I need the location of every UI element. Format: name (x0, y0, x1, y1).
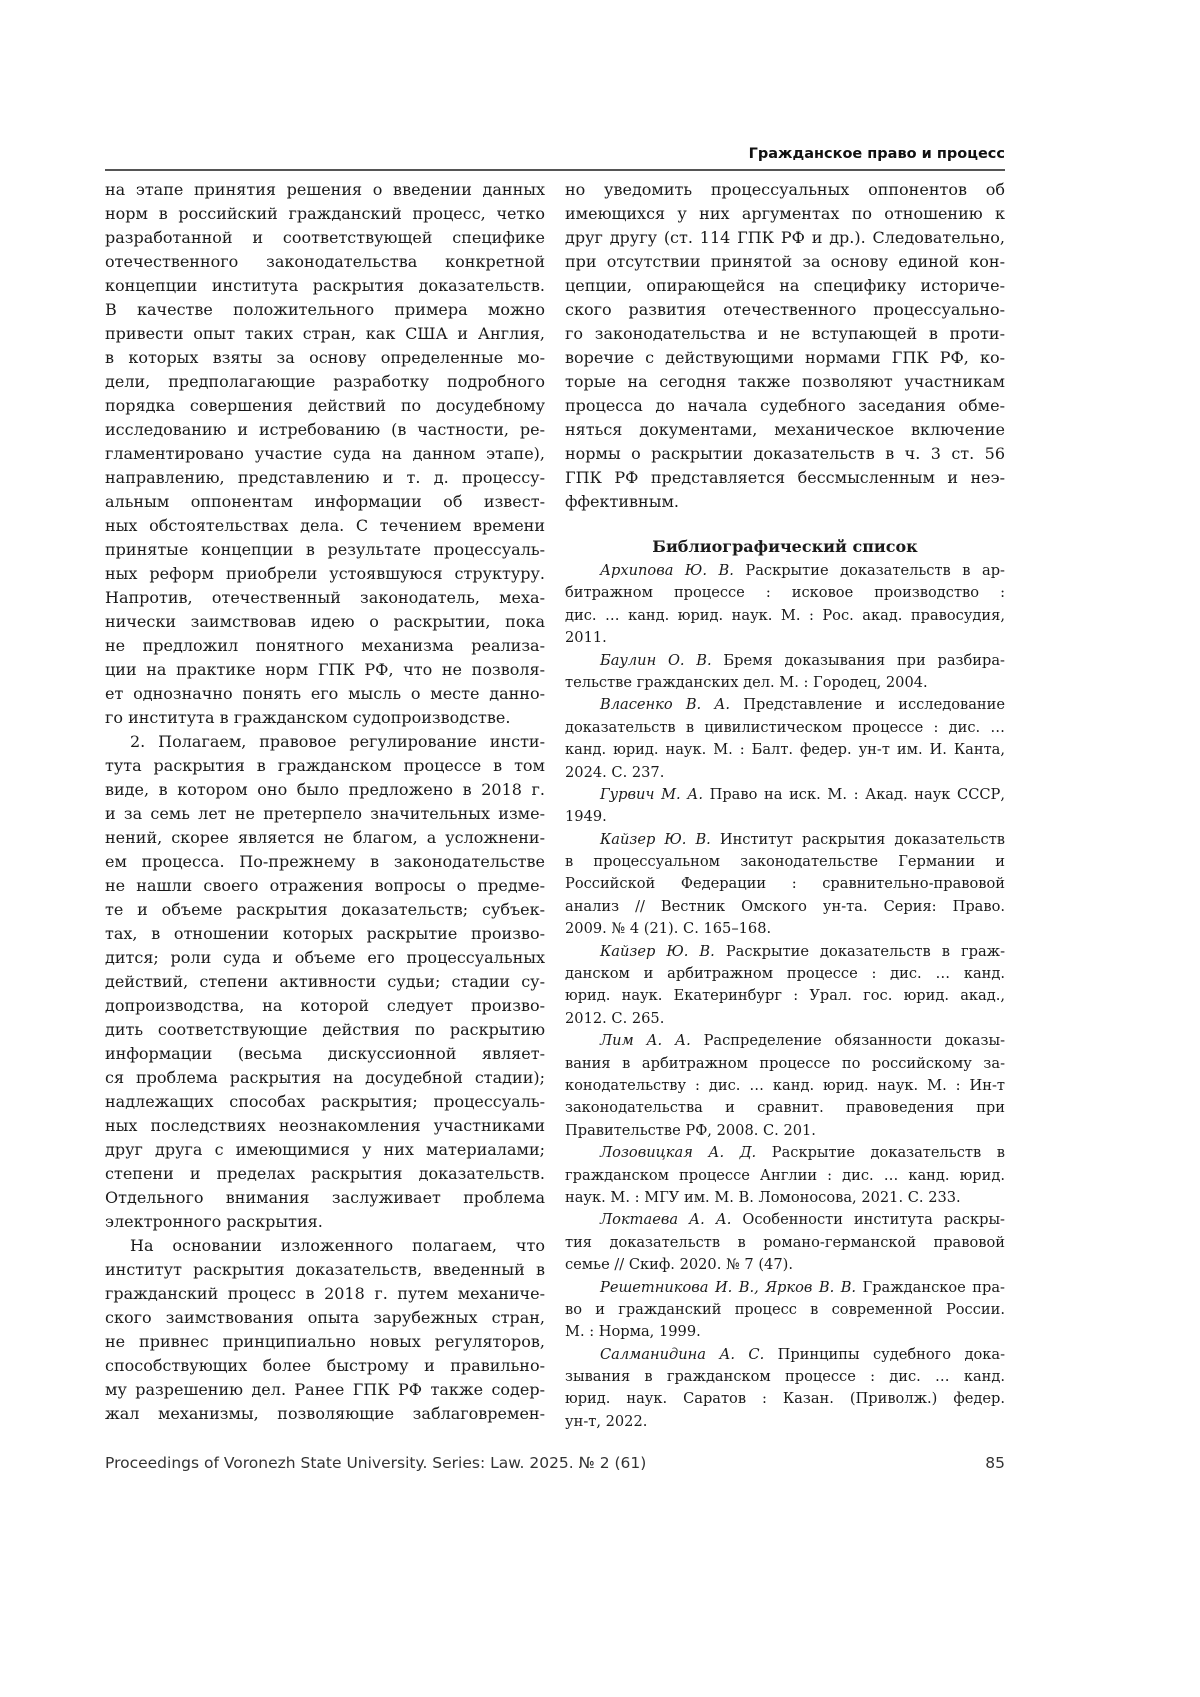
paragraph (105, 730, 545, 1234)
bibliography-line: доказательств в цивилистическом процессе : дис. … (565, 717, 1005, 739)
text-line: отечественного законодательства конкретной (105, 250, 545, 274)
text-line: дится; роли суда и объеме его процессуальных (105, 946, 545, 970)
bibliography-line: законодательства и сравнит. правоведения при (565, 1097, 1005, 1119)
bibliography-entry (565, 694, 1005, 784)
text-line: не привнес принципиально новых регуляторов, (105, 1330, 545, 1354)
entry-author: Салманидина А. С. (600, 1346, 764, 1363)
bibliography-line: 1949. (565, 806, 1005, 828)
bibliography-entry (565, 560, 1005, 650)
bibliography-line (565, 560, 1005, 582)
text-line: порядка совершения действий по досудебному (105, 394, 545, 418)
bibliography-entry (565, 1277, 1005, 1344)
bibliography-line: конодательству : дис. … канд. юрид. наук. М. : Ин-т (565, 1075, 1005, 1097)
text-line: ет однозначно понять его мысль о месте данно- (105, 682, 545, 706)
text-line: на этапе принятия решения о введении данных (105, 178, 545, 202)
text-line: 2. Полагаем, правовое регулирование инсти- (105, 730, 545, 754)
text-line: те и объеме раскрытия доказательств; субъек- (105, 898, 545, 922)
text-line: тута раскрытия в гражданском процессе в том (105, 754, 545, 778)
text-line: принятые концепции в результате процессуаль- (105, 538, 545, 562)
text-line: му разрешению дел. Ранее ГПК РФ также содер- (105, 1378, 545, 1402)
text-line: но уведомить процессуальных оппонентов об (565, 178, 1005, 202)
bibliography-line: 2012. С. 265. (565, 1008, 1005, 1030)
entry-text: Особенности института раскры- (731, 1211, 1005, 1228)
bibliography-line: юрид. наук. Екатеринбург : Урал. гос. юрид. акад., (565, 985, 1005, 1007)
entry-text: Институт раскрытия доказательств (711, 831, 1005, 848)
paragraph (105, 1234, 545, 1426)
text-line: и за семь лет не претерпело значительных изме- (105, 802, 545, 826)
bibliography-line (565, 694, 1005, 716)
bibliography-entry (565, 784, 1005, 829)
text-line: воречие с действующими нормами ГПК РФ, ко- (565, 346, 1005, 370)
right-column (565, 178, 1005, 1433)
bibliography-line: данском и арбитражном процессе : дис. … канд. (565, 963, 1005, 985)
entry-author: Кайзер Ю. В. (600, 943, 715, 960)
bibliography-line: тельстве гражданских дел. М. : Городец, 2004. (565, 672, 1005, 694)
bibliography-line: вания в арбитражном процессе по российскому за- (565, 1053, 1005, 1075)
text-line: исследованию и истребованию (в частности, ре- (105, 418, 545, 442)
text-line: норм в российский гражданский процесс, четко (105, 202, 545, 226)
text-line: нически заимствовав идею о раскрытии, пока (105, 610, 545, 634)
text-line: ся проблема раскрытия на досудебной стадии); (105, 1066, 545, 1090)
text-line: концепции института раскрытия доказательств. (105, 274, 545, 298)
running-head-section-title: Гражданское право и процесс (749, 146, 1005, 162)
text-line: тах, в отношении которых раскрытие произво- (105, 922, 545, 946)
text-line: надлежащих способах раскрытия; процессуаль- (105, 1090, 545, 1114)
bibliography-line: зывания в гражданском процессе : дис. … канд. (565, 1366, 1005, 1388)
footer-page-number: 85 (985, 1454, 1005, 1472)
left-column (105, 178, 545, 1426)
text-line: дить соответствующие действия по раскрытию (105, 1018, 545, 1042)
entry-author: Лозовицкая А. Д. (600, 1144, 756, 1161)
text-line: процесса до начала судебного заседания обме- (565, 394, 1005, 418)
text-line: торые на сегодня также позволяют участникам (565, 370, 1005, 394)
text-line: степени и пределах раскрытия доказательств. (105, 1162, 545, 1186)
text-line: ных реформ приобрели устоявшуюся структуру. (105, 562, 545, 586)
text-line: В качестве положительного примера можно (105, 298, 545, 322)
entry-author: Лим А. А. (600, 1032, 691, 1049)
text-line: друг другу (ст. 114 ГПК РФ и др.). Следовательно, (565, 226, 1005, 250)
text-line: ции на практике норм ГПК РФ, что не позволя- (105, 658, 545, 682)
entry-text: Распределение обязанности доказы- (691, 1032, 1005, 1049)
bibliography-entry (565, 1209, 1005, 1276)
bibliography-line (565, 1142, 1005, 1164)
entry-author: Решетникова И. В., Ярков В. В. (600, 1279, 856, 1296)
text-line: действий, степени активности судьи; стадии су- (105, 970, 545, 994)
text-line: жал механизмы, позволяющие заблаговремен- (105, 1402, 545, 1426)
entry-text: Раскрытие доказательств в ар- (734, 562, 1005, 579)
text-line: ффективным. (565, 490, 1005, 514)
entry-text: Гражданское пра- (856, 1279, 1005, 1296)
text-line: в которых взяты за основу определенные мо- (105, 346, 545, 370)
text-line: виде, в котором оно было предложено в 2018 г. (105, 778, 545, 802)
entry-text: Раскрытие доказательств в (756, 1144, 1005, 1161)
bibliography-line: канд. юрид. наук. М. : Балт. федер. ун-т им. И. Канта, (565, 739, 1005, 761)
text-line: няться документами, механическое включение (565, 418, 1005, 442)
entry-author: Власенко В. А. (600, 696, 730, 713)
text-line: го законодательства и не вступающей в проти- (565, 322, 1005, 346)
bibliography-line (565, 941, 1005, 963)
text-line: допроизводства, на которой следует произво- (105, 994, 545, 1018)
entry-author: Архипова Ю. В. (600, 562, 734, 579)
footer-journal: Proceedings of Voronezh State University. Series: Law. 2025. № 2 (61) (105, 1454, 646, 1472)
bibliography-line (565, 650, 1005, 672)
bibliography-line: 2024. С. 237. (565, 762, 1005, 784)
text-line: гламентировано участие суда на данном этапе), (105, 442, 545, 466)
bibliography-line: наук. М. : МГУ им. М. В. Ломоносова, 2021. С. 233. (565, 1187, 1005, 1209)
bibliography-entry (565, 1142, 1005, 1209)
entry-text: Раскрытие доказательств в граж- (715, 943, 1005, 960)
bibliography-line: дис. … канд. юрид. наук. М. : Рос. акад. правосудия, (565, 605, 1005, 627)
text-line: альным оппонентам информации об извест- (105, 490, 545, 514)
text-line: дели, предполагающие разработку подробного (105, 370, 545, 394)
text-line: способствующих более быстрому и правильно- (105, 1354, 545, 1378)
text-line: при отсутствии принятой за основу единой кон- (565, 250, 1005, 274)
bibliography-line (565, 1030, 1005, 1052)
entry-author: Локтаева А. А. (600, 1211, 731, 1228)
bibliography-line: во и гражданский процесс в современной России. (565, 1299, 1005, 1321)
text-line: друг друга с имеющимися у них материалами; (105, 1138, 545, 1162)
text-line: ем процесса. По-прежнему в законодательстве (105, 850, 545, 874)
bibliography-line: 2011. (565, 627, 1005, 649)
text-line: не предложил понятного механизма реализа- (105, 634, 545, 658)
entry-text: Представление и исследование (730, 696, 1005, 713)
paragraph (565, 178, 1005, 514)
bibliography-line (565, 829, 1005, 851)
bibliography-line: битражном процессе : исковое производство : (565, 582, 1005, 604)
text-line: информации (весьма дискуссионной являет- (105, 1042, 545, 1066)
bibliography-entry (565, 941, 1005, 1031)
paragraph (105, 178, 545, 730)
right-column-body (565, 178, 1005, 514)
bibliography-line: в процессуальном законодательстве Германии и (565, 851, 1005, 873)
entry-text: Принципы судебного дока- (764, 1346, 1005, 1363)
bibliography-line: ун-т, 2022. (565, 1411, 1005, 1433)
bibliography-line: юрид. наук. Саратов : Казан. (Приволж.) федер. (565, 1388, 1005, 1410)
text-line: нений, скорее является не благом, а усложнени- (105, 826, 545, 850)
text-line: ГПК РФ представляется бессмысленным и неэ- (565, 466, 1005, 490)
bibliography-line (565, 784, 1005, 806)
text-line: ных последствиях неознакомления участниками (105, 1114, 545, 1138)
text-line: электронного раскрытия. (105, 1210, 545, 1234)
text-line: ского заимствования опыта зарубежных стран, (105, 1306, 545, 1330)
bibliography-line: Российской Федерации : сравнительно-правовой (565, 873, 1005, 895)
bibliography-line: семье // Скиф. 2020. № 7 (47). (565, 1254, 1005, 1276)
bibliography-title: Библиографический список (565, 535, 1005, 559)
bibliography-entry (565, 650, 1005, 695)
bibliography-line (565, 1277, 1005, 1299)
bibliography-line (565, 1344, 1005, 1366)
bibliography-line: анализ // Вестник Омского ун-та. Серия: Право. (565, 896, 1005, 918)
text-line: разработанной и соответствующей специфике (105, 226, 545, 250)
text-line: привести опыт таких стран, как США и Англия, (105, 322, 545, 346)
text-line: го института в гражданском судопроизводстве. (105, 706, 545, 730)
entry-text: Бремя доказывания при разбира- (712, 652, 1005, 669)
bibliography-entry (565, 1344, 1005, 1434)
text-line: направлению, представлению и т. д. процессу- (105, 466, 545, 490)
text-line: ского развития отечественного процессуально- (565, 298, 1005, 322)
text-line: На основании изложенного полагаем, что (105, 1234, 545, 1258)
bibliography-line: 2009. № 4 (21). С. 165–168. (565, 918, 1005, 940)
text-line: Отдельного внимания заслуживает проблема (105, 1186, 545, 1210)
bibliography-line: тия доказательств в романо-германской правовой (565, 1232, 1005, 1254)
text-line: нормы о раскрытии доказательств в ч. 3 ст. 56 (565, 442, 1005, 466)
bibliography-list (565, 560, 1005, 1433)
bibliography-line (565, 1209, 1005, 1231)
bibliography-line: гражданском процессе Англии : дис. … канд. юрид. (565, 1165, 1005, 1187)
text-line: цепции, опирающейся на специфику историче- (565, 274, 1005, 298)
text-line: институт раскрытия доказательств, введенный в (105, 1258, 545, 1282)
text-line: гражданский процесс в 2018 г. путем механиче- (105, 1282, 545, 1306)
header-rule (105, 169, 1005, 171)
entry-author: Кайзер Ю. В. (600, 831, 711, 848)
text-line: Напротив, отечественный законодатель, меха- (105, 586, 545, 610)
text-line: имеющихся у них аргументах по отношению к (565, 202, 1005, 226)
entry-author: Баулин О. В. (600, 652, 712, 669)
bibliography-entry (565, 829, 1005, 941)
bibliography-line: М. : Норма, 1999. (565, 1321, 1005, 1343)
bibliography-line: Правительстве РФ, 2008. С. 201. (565, 1120, 1005, 1142)
text-line: ных обстоятельствах дела. С течением времени (105, 514, 545, 538)
entry-text: Право на иск. М. : Акад. наук СССР, (703, 786, 1005, 803)
text-line: не нашли своего отражения вопросы о предме- (105, 874, 545, 898)
entry-author: Гурвич М. А. (600, 786, 703, 803)
bibliography-entry (565, 1030, 1005, 1142)
